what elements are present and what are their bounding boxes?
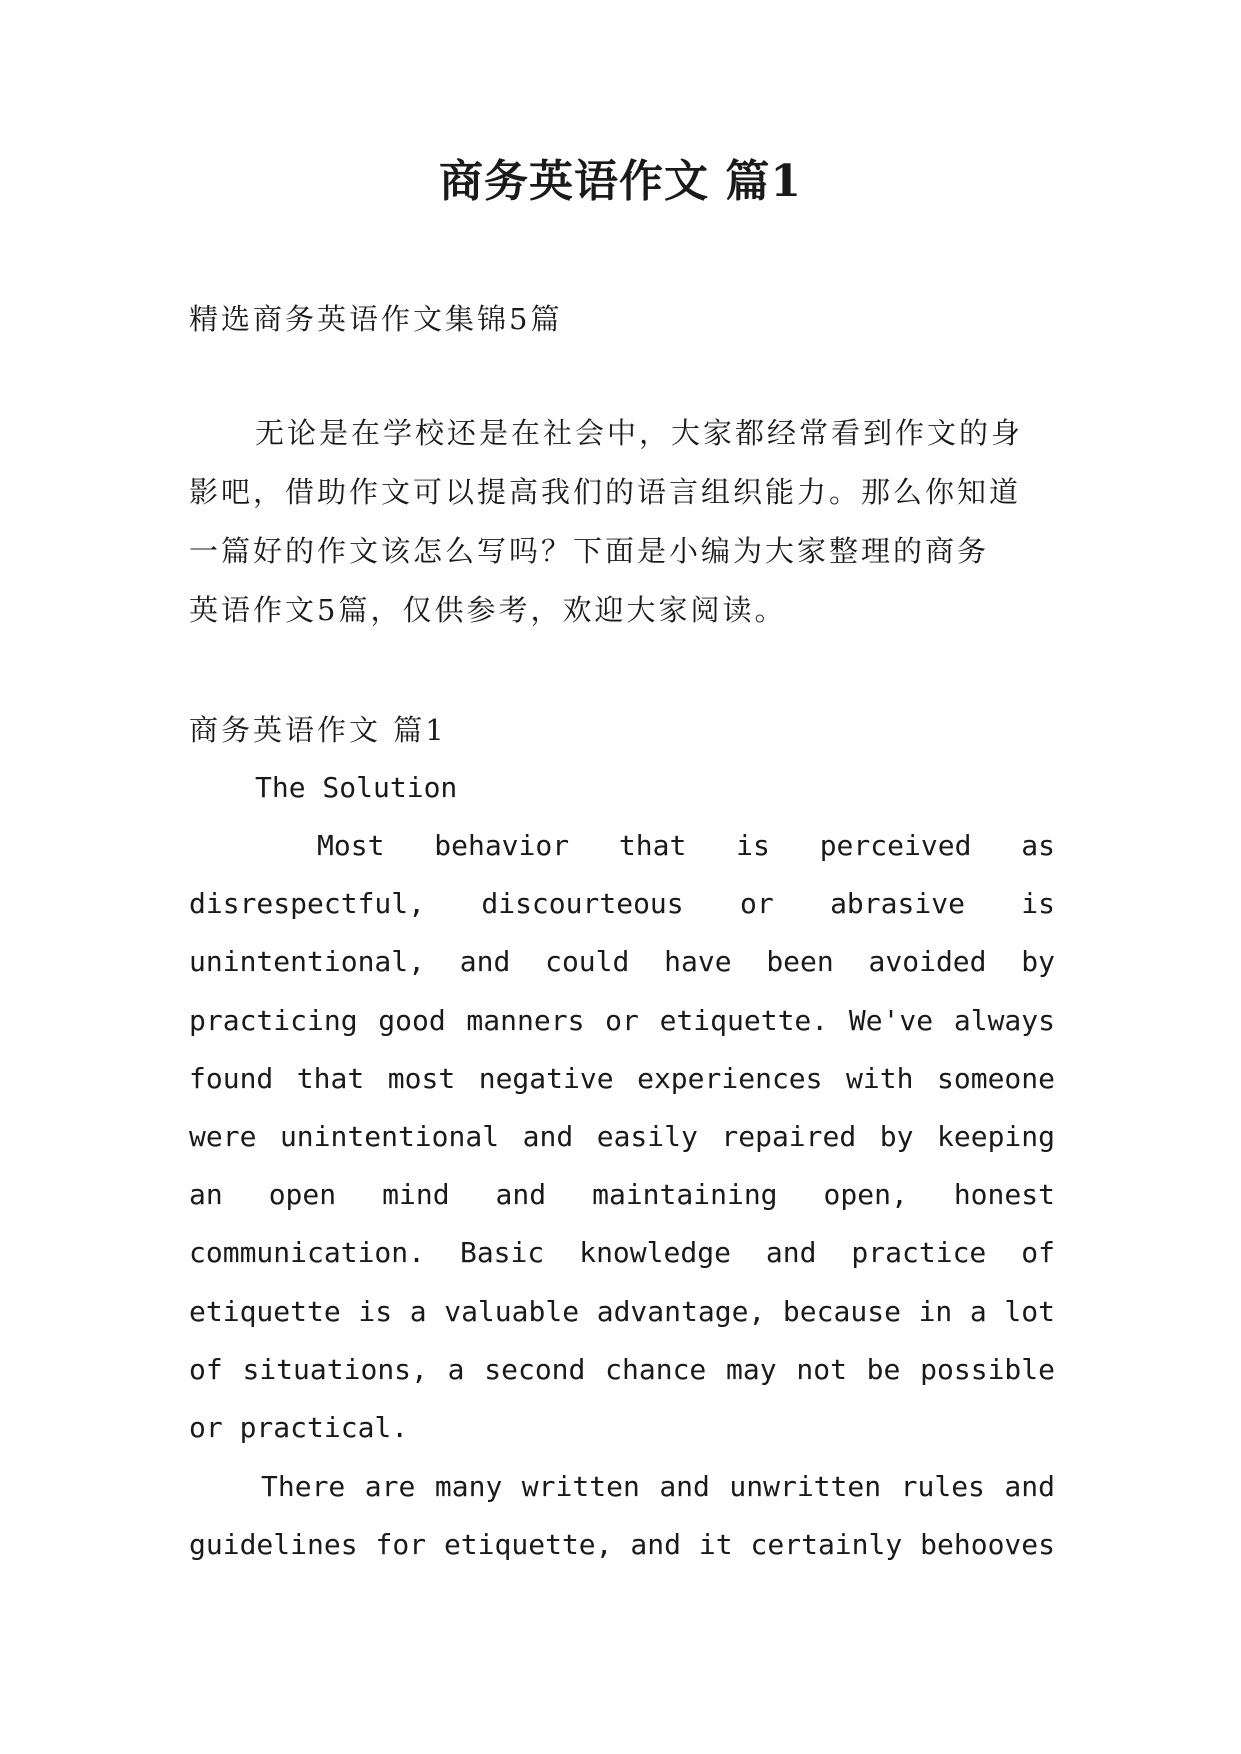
essay-word: open <box>268 1178 337 1212</box>
essay-word: and <box>495 1178 547 1212</box>
essay-word: as <box>1021 829 1055 862</box>
essay-word: abrasive <box>830 887 965 921</box>
essay-word: Most <box>317 829 385 862</box>
essay-title: The Solution <box>255 771 458 804</box>
essay-word: disrespectful, <box>189 887 426 921</box>
page-title: 商务英语作文 篇1 <box>439 156 802 207</box>
essay-word: discourteous <box>481 887 684 921</box>
essay-word: practice <box>851 1236 987 1270</box>
essay-word: that <box>618 829 687 862</box>
essay-word: and <box>459 945 511 979</box>
essay-word: have <box>664 945 732 979</box>
essay-line: were unintentional and easily repaired by keeping <box>189 1120 1055 1153</box>
essay-line: found that most negative experiences with someone <box>189 1061 1055 1095</box>
essay-word: behavior <box>434 829 570 862</box>
essay-word: avoided <box>868 945 987 979</box>
essay-word: perceived <box>819 829 972 862</box>
essay-word: by <box>1021 945 1055 979</box>
intro-line: 无论是在学校还是在社会中，大家都经常看到作文的身 <box>255 416 1024 450</box>
essay-word: unintentional, <box>189 945 426 979</box>
essay-word: is <box>1021 887 1055 921</box>
essay-word: and <box>765 1236 817 1270</box>
essay-word: knowledge <box>579 1236 731 1270</box>
essay-word: or <box>740 887 774 921</box>
essay-word: an <box>189 1178 223 1212</box>
essay-line: or practical. <box>189 1411 409 1444</box>
essay-line: guidelines for etiquette, and it certainly behooves <box>189 1528 1055 1562</box>
essay-word: maintaining <box>592 1178 778 1212</box>
essay-word: mind <box>382 1178 450 1212</box>
essay-word: been <box>766 945 834 979</box>
essay-word: open, <box>823 1178 908 1212</box>
intro-line: 一篇好的作文该怎么写吗？下面是小编为大家整理的商务 <box>189 534 990 568</box>
essay-line: of situations, a second chance may not be possible <box>189 1352 1055 1386</box>
essay-line: There are many written and unwritten rules and <box>261 1470 1055 1503</box>
essay-word: is <box>736 829 770 862</box>
essay-line <box>189 884 1055 924</box>
document-subtitle: 精选商务英语作文集锦5篇 <box>189 302 563 336</box>
section-heading: 商务英语作文 篇1 <box>189 713 447 747</box>
essay-word: of <box>1021 1236 1055 1270</box>
intro-line: 英语作文5篇，仅供参考，欢迎大家阅读。 <box>189 593 787 627</box>
essay-word: honest <box>953 1178 1055 1212</box>
essay-word: could <box>545 945 630 979</box>
essay-line <box>189 1175 1055 1215</box>
essay-line <box>189 942 1055 982</box>
essay-line: etiquette is a valuable advantage, because in a lot <box>189 1294 1055 1328</box>
essay-word: communication. <box>189 1236 426 1270</box>
intro-line: 影吧，借助作文可以提高我们的语言组织能力。那么你知道 <box>189 475 1022 509</box>
essay-line <box>317 826 1055 866</box>
essay-word: Basic <box>459 1236 545 1270</box>
essay-line: practicing good manners or etiquette. We've always <box>189 1003 1055 1037</box>
essay-line <box>189 1233 1055 1273</box>
